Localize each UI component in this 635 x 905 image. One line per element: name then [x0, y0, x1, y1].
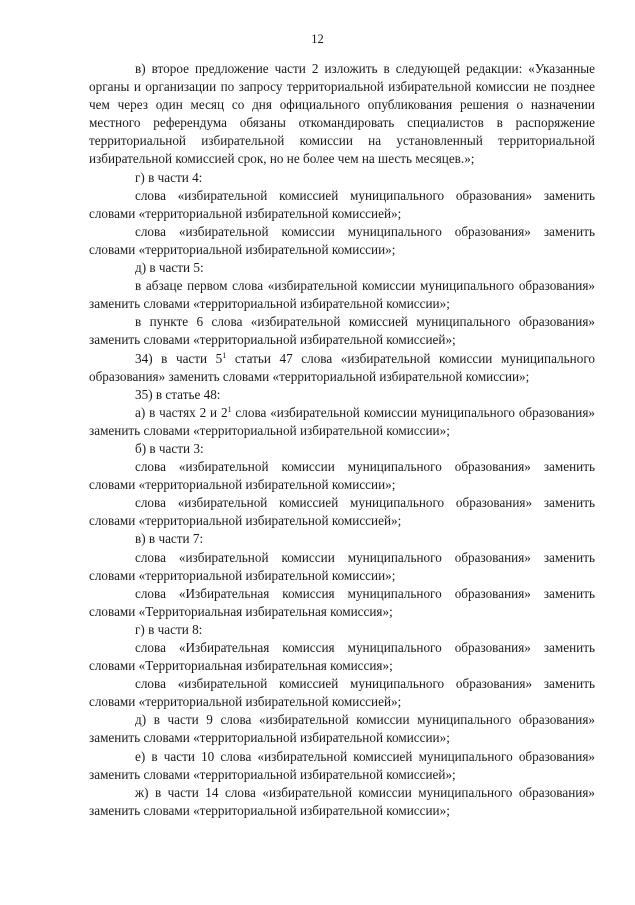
paragraph: в абзаце первом слова «избирательной комиссии муниципального образования» заменить словами «территориальной избирательной комиссии»; — [89, 278, 595, 312]
page-number: 12 — [311, 32, 324, 46]
paragraph: г) в части 8: — [135, 621, 203, 637]
paragraph: в) второе предложение части 2 изложить в следующей редакции: «Указанные органы и организации по запросу территориальной избирательной комиссии не позднее чем через один месяц со дня официального опубликования решения о назначении местного референдума обязаны откомандировать специалистов в распоряжение территориальной избирательной комиссии на установленный территориальной избирательной комиссией срок, но не более чем на шесть месяцев.»; — [89, 61, 595, 167]
superscript: 1 — [227, 404, 232, 414]
paragraph: в) в части 7: — [135, 531, 204, 547]
paragraph: 35) в статье 48: — [135, 386, 221, 402]
paragraph: в пункте 6 слова «избирательной комиссией муниципального образования» заменить словами «территориальной избирательной комиссией»; — [89, 314, 595, 348]
document-body — [89, 60, 595, 820]
paragraph — [89, 404, 595, 440]
paragraph-text-start: а) в частях 2 и 2 — [135, 404, 228, 420]
paragraph: д) в части 5: — [135, 260, 204, 276]
paragraph-text-start: 34) в части 5 — [135, 350, 223, 366]
paragraph: е) в части 10 слова «избирательной комиссией муниципального образования» заменить словами «территориальной избирательной комиссией»; — [89, 748, 595, 782]
paragraph: слова «Избирательная комиссия муниципального образования» заменить словами «Территориальная избирательная комиссия»; — [89, 640, 595, 674]
paragraph: слова «избирательной комиссии муниципального образования» заменить словами «территориальной избирательной комиссии»; — [89, 459, 595, 493]
paragraph: д) в части 9 слова «избирательной комиссии муниципального образования» заменить словами «территориальной избирательной комиссии»; — [89, 712, 595, 746]
paragraph: слова «избирательной комиссией муниципального образования» заменить словами «территориальной избирательной комиссией»; — [89, 676, 595, 710]
paragraph: ж) в части 14 слова «избирательной комиссии муниципального образования» заменить словами «территориальной избирательной комиссии»; — [89, 784, 595, 818]
paragraph: слова «избирательной комиссией муниципального образования» заменить словами «территориальной избирательной комиссией»; — [89, 187, 595, 221]
paragraph-text-end: статьи 47 слова «избирательной комиссии муниципального образования» заменить словами «территориальной избирательной комиссии»; — [89, 350, 595, 384]
paragraph — [89, 350, 595, 386]
paragraph: слова «избирательной комиссией муниципального образования» заменить словами «территориальной избирательной комиссией»; — [89, 495, 595, 529]
paragraph-text-end: слова «избирательной комиссии муниципального образования» заменить словами «территориальной избирательной комиссии»; — [89, 404, 595, 438]
superscript: 1 — [222, 350, 227, 360]
paragraph: г) в части 4: — [135, 169, 203, 185]
paragraph: слова «избирательной комиссии муниципального образования» заменить словами «территориальной избирательной комиссии»; — [89, 223, 595, 257]
paragraph: слова «Избирательная комиссия муниципального образования» заменить словами «Территориальная избирательная комиссия»; — [89, 585, 595, 619]
paragraph: слова «избирательной комиссии муниципального образования» заменить словами «территориальной избирательной комиссии»; — [89, 549, 595, 583]
paragraph: б) в части 3: — [135, 440, 204, 456]
